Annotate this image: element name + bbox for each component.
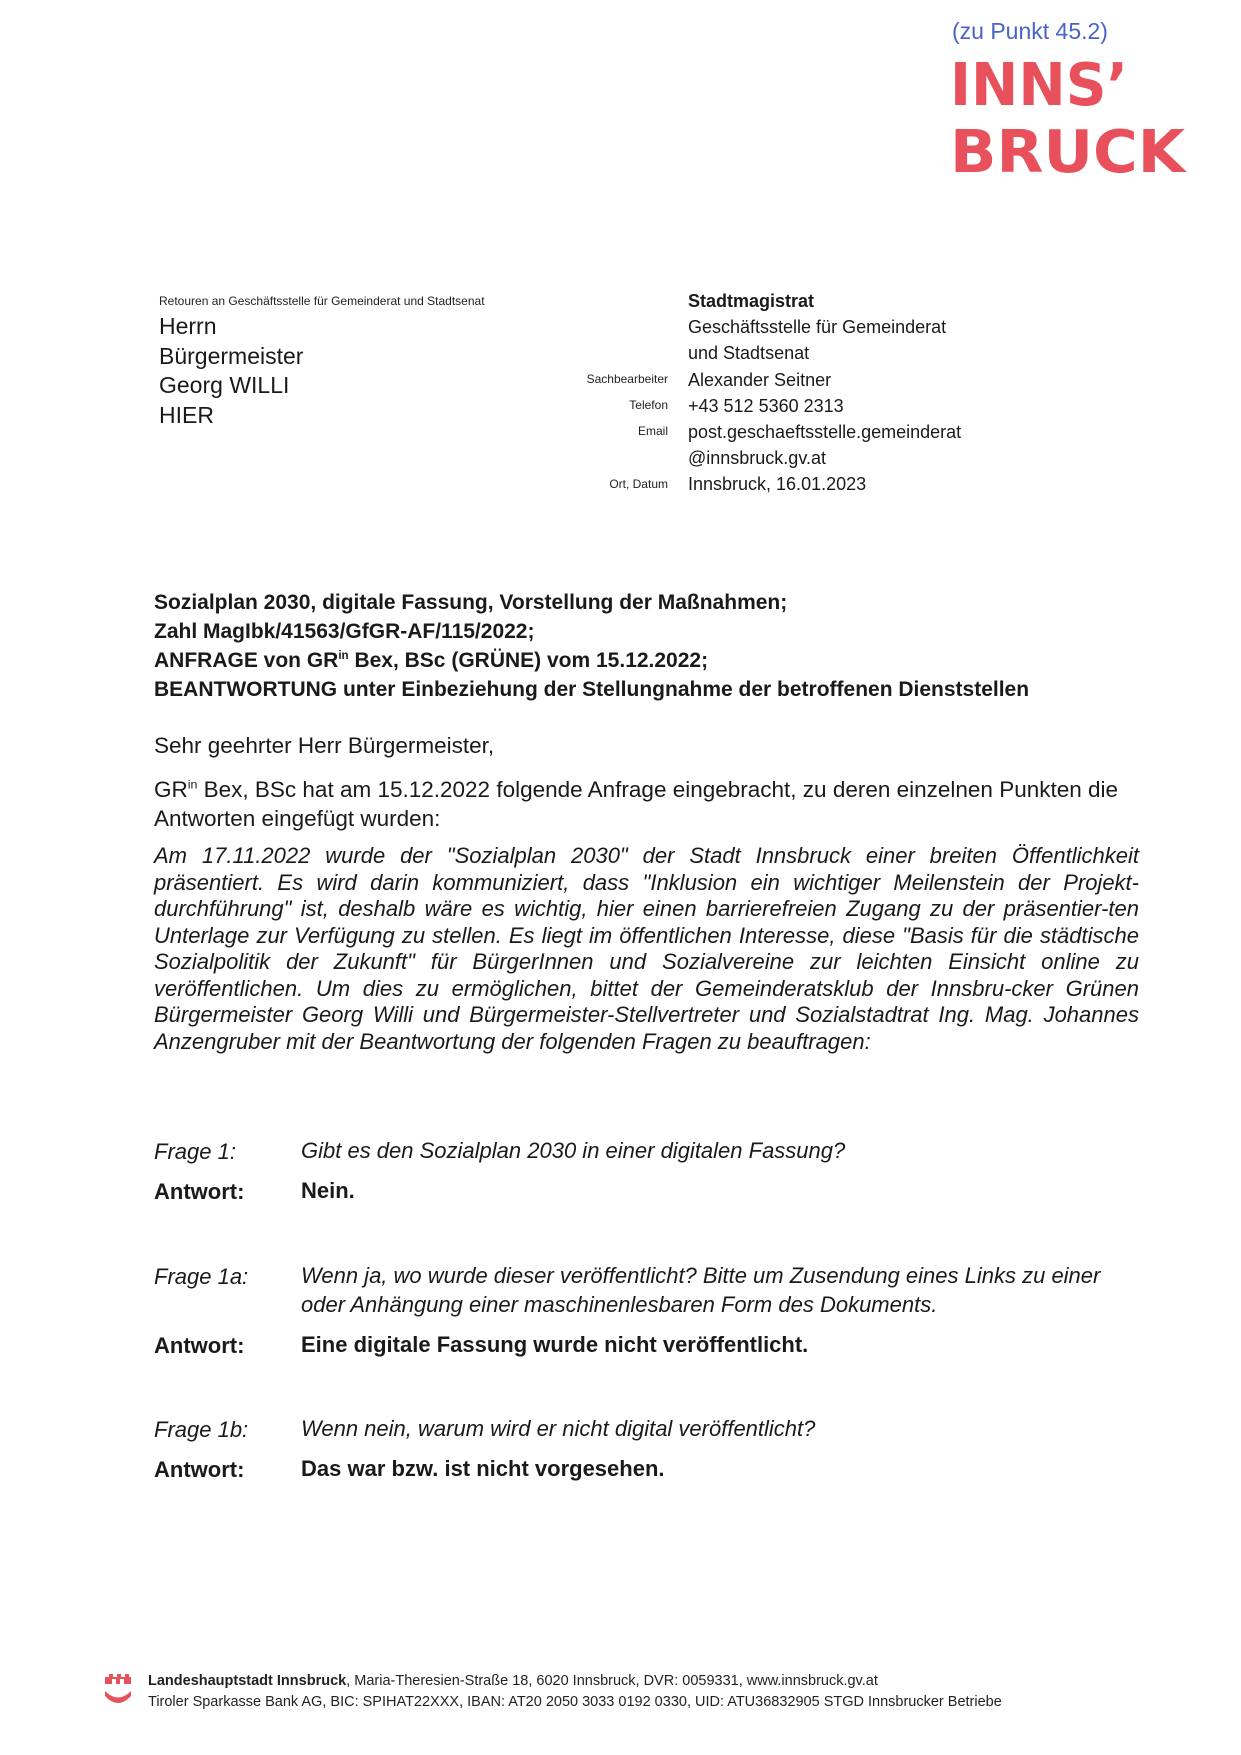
salutation: Sehr geehrter Herr Bürgermeister,	[154, 733, 495, 758]
clerk-label: Sachbearbeiter	[586, 372, 668, 386]
innsbruck-logo	[950, 55, 1195, 180]
answer-text: Das war bzw. ist nicht vorgesehen.	[301, 1456, 665, 1481]
subject-line-4: BEANTWORTUNG unter Einbeziehung der Stellungnahme der betroffenen Dienststellen	[154, 678, 1030, 701]
question-label: Frage 1:	[154, 1139, 236, 1164]
subject-line-3: ANFRAGE von $GR^{in}$ Bex, BSc (GRÜNE) vom 15.12.2022;	[154, 649, 709, 672]
logo-line-2: BRUCK	[950, 117, 1188, 180]
return-address-line: Retouren an Geschäftsstelle für Gemeinderat und Stadtsenat	[159, 294, 485, 308]
agenda-note: (zu Punkt 45.2)	[952, 18, 1108, 44]
question-text: Wenn nein, warum wird er nicht digital veröffentlicht?	[301, 1416, 816, 1441]
sender-date: Innsbruck, 16.01.2023	[688, 474, 867, 495]
inquiry-quote: Am 17.11.2022 wurde der "Sozialplan 2030" der Stadt Innsbruck einer breiten Öffentlichkeit präsentiert. Es wird darin kommuniziert, dass "Inklusion ein wichtiger Meilenstein der Projekt-durchführung" ist, deshalb wäre es wichtig, hier einen barrierefreien Zugang zu der präsentier-ten Unterlage zur Verfügung zu stellen. Es liegt im öffentlichen Interesse, diese "Basis für die städtische Sozialpolitik der Zukunft" für BürgerInnen und Sozialvereine zur leichten Einsicht online zu veröffentlichen. Um dies zu ermöglichen, bittet der Gemeinderatsklub der Innsbru-cker Grünen Bürgermeister Georg Willi und Bürgermeister-Stellvertreter und Sozialstadtrat Ing. Mag. Johannes Anzengruber mit der Beantwortung der folgenden Fragen zu beauftragen:	[154, 843, 1139, 1054]
answer-text: Eine digitale Fassung wurde nicht veröffentlicht.	[301, 1332, 809, 1357]
footer-line-1: Landeshauptstadt Innsbruck, Maria-Theresien-Straße 18, 6020 Innsbruck, DVR: 0059331, www.innsbruck.gv.at	[148, 1673, 878, 1689]
footer-line-2: Tiroler Sparkasse Bank AG, BIC: SPIHAT22XXX, IBAN: AT20 2050 3033 0192 0330, UID: ATU36832905 STGD Innsbrucker Betriebe	[148, 1694, 1002, 1710]
answer-label: Antwort:	[154, 1457, 245, 1482]
sender-dept-line-1: Geschäftsstelle für Gemeinderat	[688, 317, 947, 338]
recipient-address	[159, 312, 303, 430]
phone-label: Telefon	[629, 398, 668, 412]
sender-org: Stadtmagistrat	[688, 291, 815, 311]
sender-email-line-2: @innsbruck.gv.at	[688, 448, 826, 469]
answer-text: Nein.	[301, 1178, 355, 1203]
email-label: Email	[637, 424, 668, 438]
answer-label: Antwort:	[154, 1179, 245, 1204]
intro-paragraph: $GR^{in}$ Bex, BSc hat am 15.12.2022 folgende Anfrage eingebracht, zu deren einzelnen Punkten die Antworten eingefügt wurden:	[154, 777, 1119, 831]
date-label: Ort, Datum	[609, 477, 668, 491]
sender-clerk: Alexander Seitner	[688, 369, 832, 390]
recipient-line: HIER	[159, 401, 214, 428]
question-label: Frage 1b:	[154, 1417, 249, 1442]
subject-line-1: Sozialplan 2030, digitale Fassung, Vorstellung der Maßnahmen;	[154, 591, 788, 614]
sender-block	[688, 288, 961, 498]
sender-dept-line-2: und Stadtsenat	[688, 343, 810, 364]
footer	[148, 1671, 1002, 1713]
recipient-line: Bürgermeister	[159, 342, 304, 369]
sender-phone: +43 512 5360 2313	[688, 395, 844, 416]
question-text: Gibt es den Sozialplan 2030 in einer digitalen Fassung?	[301, 1138, 846, 1163]
subject-line-2: Zahl MagIbk/41563/GfGR-AF/115/2022;	[154, 620, 535, 643]
answer-label: Antwort:	[154, 1333, 245, 1358]
question-label: Frage 1a:	[154, 1264, 249, 1289]
subject-block	[154, 588, 1029, 704]
logo-line-1: INNS’	[950, 55, 1128, 119]
sender-email-line-1: post.geschaeftsstelle.gemeinderat	[688, 422, 962, 443]
city-emblem-icon	[103, 1674, 133, 1708]
recipient-line: Georg WILLI	[159, 372, 290, 398]
question-text: Wenn ja, wo wurde dieser veröffentlicht? Bitte um Zusendung eines Links zu einer oder Anhängung einer maschinenlesbaren Form des Dokuments.	[301, 1263, 1101, 1317]
recipient-line: Herrn	[159, 313, 217, 339]
